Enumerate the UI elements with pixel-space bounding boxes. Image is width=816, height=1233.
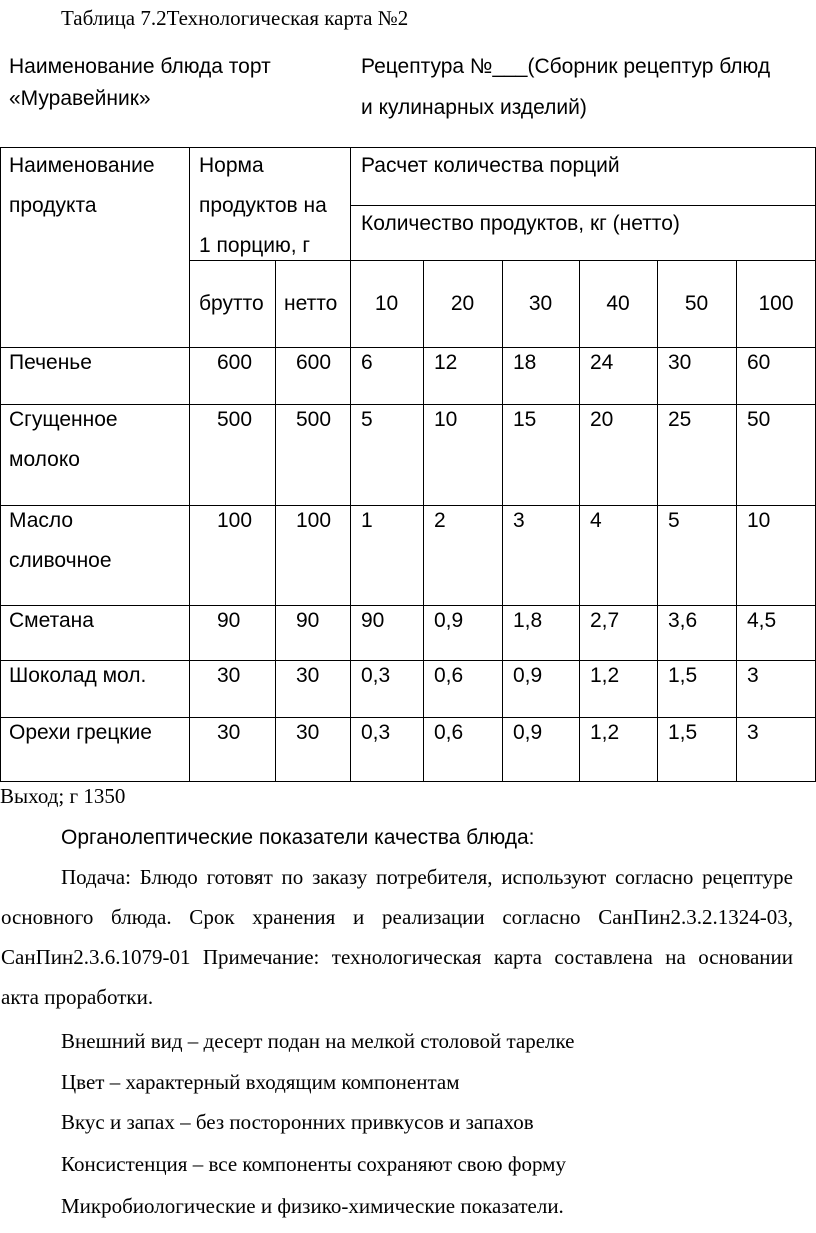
tech-card-table [0,147,816,782]
table-grid-line [0,147,816,148]
header-product-name: Наименование [9,154,155,177]
header-portion-count: 50 [684,292,709,315]
row-portion-value: 10 [747,509,771,532]
row-portion-value: 5 [668,509,680,532]
organoleptic-heading: Органолептические показатели качества блюда: [61,826,535,849]
table-grid-line [423,260,424,782]
row-portion-value: 60 [747,351,771,374]
row-portion-value: 0,9 [513,664,543,687]
row-portion-value: 4,5 [747,609,777,632]
table-grid-line [275,260,276,782]
row-portion-value: 0,3 [361,721,391,744]
row-portion-value: 1,5 [668,664,698,687]
row-netto: 30 [296,721,320,744]
row-product-name: Сметана [9,609,94,632]
row-brutto: 100 [217,509,253,532]
row-portion-value: 0,9 [434,609,464,632]
row-portion-value: 25 [668,408,692,431]
header-portion-count: 10 [374,292,399,315]
table-grid-line [657,260,658,782]
row-product-name: сливочное [9,549,112,572]
header-norm-per-portion: продуктов на [199,194,327,217]
row-portion-value: 0,6 [434,721,464,744]
table-grid-line [502,260,503,782]
header-portion-count: 20 [450,292,475,315]
table-grid-line [350,260,351,782]
row-brutto: 30 [217,721,241,744]
row-product-name: Сгущенное [9,408,118,431]
row-portion-value: 3 [747,721,759,744]
row-portion-value: 0,3 [361,664,391,687]
row-portion-value: 2 [434,509,446,532]
row-product-name: Орехи грецкие [9,721,152,744]
header-portion-count: 100 [758,292,794,315]
row-portion-value: 1,5 [668,721,698,744]
consistency-line: Консистенция – все компоненты сохраняют свою форму [61,1152,566,1176]
row-portion-value: 1,8 [513,609,543,632]
row-brutto: 30 [217,664,241,687]
header-quantity-netto: Количество продуктов, кг (нетто) [361,212,680,235]
row-portion-value: 50 [747,408,771,431]
table-grid-line [0,660,816,661]
row-portion-value: 30 [668,351,692,374]
row-portion-value: 3 [513,509,525,532]
table-grid-line [0,605,816,606]
table-grid-line [0,781,816,782]
row-product-name: Печенье [9,351,92,374]
row-netto: 500 [296,408,332,431]
row-netto: 90 [296,609,320,632]
micro-line: Микробиологические и физико-химические показатели. [61,1194,564,1218]
appearance-line: Внешний вид – десерт подан на мелкой столовой тарелке [61,1029,575,1053]
recipe-line1: Рецептура №___(Сборник рецептур блюд [361,55,771,78]
row-netto: 30 [296,664,320,687]
row-portion-value: 90 [361,609,385,632]
table-grid-line [0,717,816,718]
row-portion-value: 18 [513,351,537,374]
dish-name-line2: «Муравейник» [9,87,151,110]
table-grid-line [0,147,1,782]
header-portion-calc: Расчет количества порций [361,154,620,177]
header-norm-per-portion: Норма [199,154,264,177]
header-netto: нетто [284,292,338,315]
row-portion-value: 15 [513,408,537,431]
row-netto: 100 [296,509,332,532]
header-norm-per-portion: 1 порцию, г [199,234,311,257]
row-portion-value: 0,9 [513,721,543,744]
serving-paragraph: Подача: Блюдо готовят по заказу потребителя, используют согласно рецептуре основного блюда. Срок хранения и реализации согласно СанПин2.3.2.1324-03, СанПин2.3.6.1079-01 Примечание: технологическая карта составлена на основании акта проработки. [1,865,793,1009]
table-caption: Таблица 7.2Технологическая карта №2 [61,6,409,30]
row-portion-value: 3 [747,664,759,687]
output-line: Выход; г 1350 [0,784,126,808]
table-grid-line [350,205,816,206]
color-line: Цвет – характерный входящим компонентам [61,1070,460,1094]
header-portion-count: 40 [606,292,630,315]
row-portion-value: 4 [590,509,602,532]
row-portion-value: 12 [434,351,458,374]
row-portion-value: 6 [361,351,373,374]
row-portion-value: 0,6 [434,664,464,687]
row-portion-value: 24 [590,351,614,374]
row-portion-value: 1 [361,509,373,532]
header-brutto: брутто [199,292,264,315]
row-netto: 600 [296,351,332,374]
row-product-name: Шоколад мол. [9,664,147,687]
table-grid-line [0,505,816,506]
row-portion-value: 10 [434,408,458,431]
dish-name-line1: Наименование блюда торт [9,55,271,78]
row-brutto: 600 [217,351,253,374]
table-grid-line [189,260,190,782]
row-portion-value: 2,7 [590,609,620,632]
taste-line: Вкус и запах – без посторонних привкусов и запахов [61,1110,534,1134]
row-product-name: Масло [9,509,74,532]
row-portion-value: 20 [590,408,614,431]
row-product-name: молоко [9,448,80,471]
row-portion-value: 5 [361,408,373,431]
header-portion-count: 30 [528,292,553,315]
row-portion-value: 1,2 [590,721,620,744]
row-portion-value: 1,2 [590,664,620,687]
row-portion-value: 3,6 [668,609,698,632]
header-product-name: продукта [9,194,97,217]
table-grid-line [736,260,737,782]
recipe-line2: и кулинарных изделий) [361,96,587,119]
row-brutto: 90 [217,609,241,632]
table-grid-line [579,260,580,782]
table-grid-line [0,347,816,348]
row-brutto: 500 [217,408,253,431]
table-grid-line [0,404,816,405]
